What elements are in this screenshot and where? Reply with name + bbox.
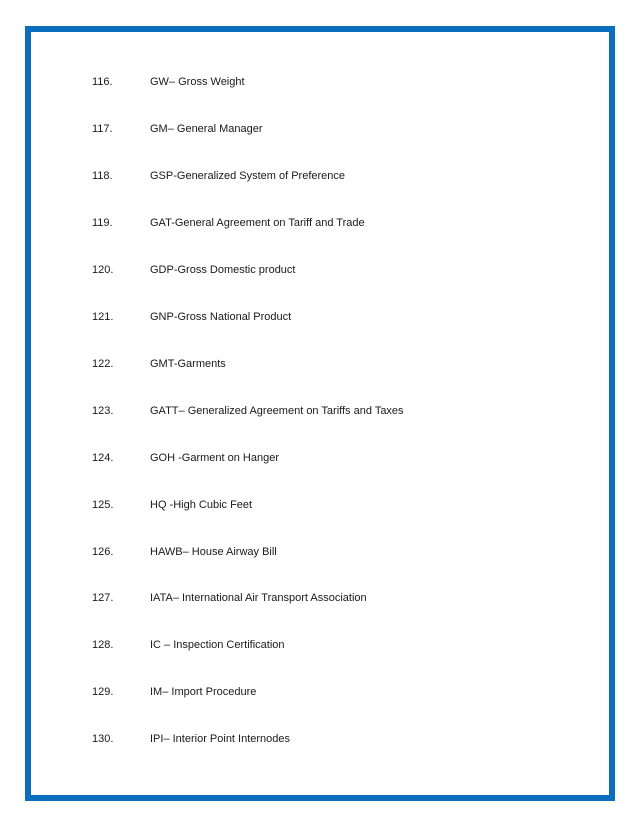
item-number: 119. [92, 217, 113, 229]
item-text: GW– Gross Weight [150, 76, 245, 88]
item-text: IATA– International Air Transport Association [150, 592, 367, 604]
list-item [0, 309, 638, 325]
item-number: 118. [92, 170, 113, 182]
list-item [0, 168, 638, 184]
item-text: GM– General Manager [150, 123, 263, 135]
item-number: 129. [92, 686, 114, 698]
item-number: 116. [92, 76, 113, 88]
item-text: IM– Import Procedure [150, 686, 257, 698]
list-item [0, 497, 638, 513]
item-text: GDP-Gross Domestic product [150, 264, 296, 276]
item-text: GMT-Garments [150, 358, 226, 370]
list-item [0, 450, 638, 466]
list-item [0, 637, 638, 653]
list-item [0, 590, 638, 606]
list-item [0, 544, 638, 560]
item-text: IPI– Interior Point Internodes [150, 733, 291, 745]
item-text: GOH -Garment on Hanger [150, 452, 279, 464]
item-text: GATT– Generalized Agreement on Tariffs and Taxes [150, 405, 404, 417]
list-item [0, 215, 638, 231]
item-number: 128. [92, 639, 114, 651]
item-text: HAWB– House Airway Bill [150, 546, 277, 558]
item-text: GNP-Gross National Product [150, 311, 292, 323]
item-number: 127. [92, 592, 114, 604]
item-number: 122. [92, 358, 114, 370]
list-item [0, 684, 638, 700]
item-number: 125. [92, 499, 114, 511]
item-number: 130. [92, 733, 114, 745]
item-text: HQ -High Cubic Feet [150, 499, 253, 511]
list-item [0, 356, 638, 372]
item-number: 121. [92, 311, 114, 323]
item-number: 126. [92, 546, 114, 558]
list-item [0, 403, 638, 419]
item-number: 120. [92, 264, 114, 276]
item-text: IC – Inspection Certification [150, 639, 285, 651]
item-number: 123. [92, 405, 114, 417]
item-text: GSP-Generalized System of Preference [150, 170, 346, 182]
item-number: 117. [92, 123, 113, 135]
list-item [0, 731, 638, 747]
list-item [0, 121, 638, 137]
item-number: 124. [92, 452, 114, 464]
item-text: GAT-General Agreement on Tariff and Trade [150, 217, 365, 229]
list-item [0, 262, 638, 278]
list-item [0, 74, 638, 90]
